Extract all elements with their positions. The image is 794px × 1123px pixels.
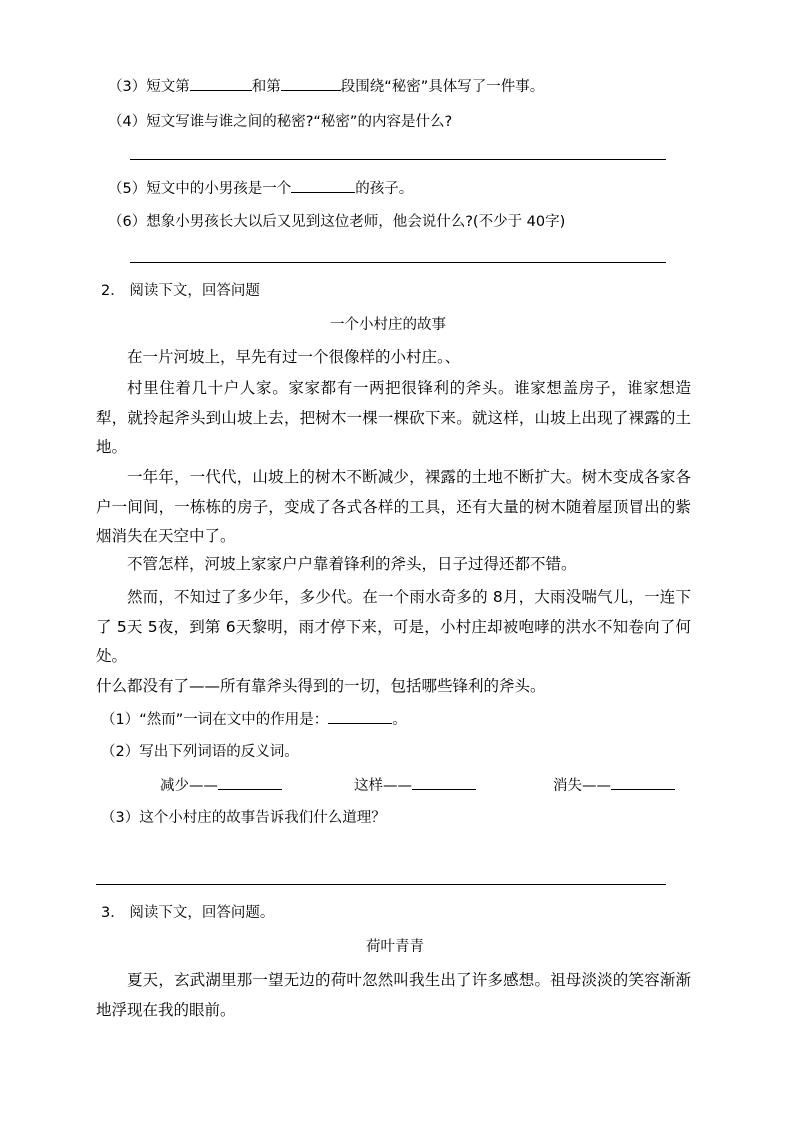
antonym-word: 消失—— [553,778,611,794]
question-text: 和第 [251,79,281,95]
passage-paragraph: 什么都没有了——所有靠斧头得到的一切，包括哪些锋利的斧头。 [96,677,546,695]
antonym-item [354,775,476,796]
question-2-1 [101,709,407,730]
question-text: 。 [392,712,407,728]
passage-paragraph: 夏天，玄武湖里那一望无边的荷叶忽然叫我生出了许多感想。祖母淡淡的笑容渐渐地浮现在我的眼前。 [96,971,691,1019]
passage-title: 荷叶青青 [366,939,424,955]
passage-paragraph: 村里住着几十户人家。家家都有一两把很锋利的斧头。谁家想盖房子，谁家想造犁，就拎起斧头到山坡上去，把树木一棵一棵砍下来。就这样，山坡上出现了裸露的土地。 [96,379,691,456]
section-3-heading: 3． 阅读下文，回答问题。 [101,905,275,921]
antonym-word: 减少—— [160,778,218,794]
question-text: 的孩子。 [355,181,414,197]
question-text: （3）短文第 [108,79,190,95]
answer-line[interactable] [130,262,666,263]
question-2-2: （2）写出下列词语的反义词。 [101,744,299,760]
question-text: （5）短文中的小男孩是一个 [108,181,292,197]
answer-blank[interactable] [611,775,675,790]
passage-paragraph: 然而，不知过了多少年，多少代。在一个雨水奇多的 8月，大雨没喘气儿，一连下了 5天 5夜，到第 6天黎明，雨才停下来，可是，小村庄却被咆哮的洪水不知卷向了何处。 [96,588,691,665]
answer-blank[interactable] [412,775,476,790]
question-2-3: （3）这个小村庄的故事告诉我们什么道理？ [101,810,386,826]
answer-blank[interactable] [190,76,252,91]
question-text: （1）“然而”一词在文中的作用是： [101,712,329,728]
passage-paragraph: 不管怎样，河坡上家家户户靠着锋利的斧头，日子过得还都不错。 [127,555,577,573]
passage-title: 一个小村庄的故事 [330,317,446,333]
answer-line[interactable] [130,159,666,160]
antonym-item [160,775,282,796]
answer-blank[interactable] [218,775,282,790]
section-2-heading: 2． 阅读下文，回答问题 [101,283,260,299]
question-1-5 [108,178,413,199]
question-1-6: （6）想象小男孩长大以后又见到这位老师，他会说什么?(不少于 40字) [108,214,566,230]
antonym-word: 这样—— [354,778,412,794]
question-text: 段围绕“秘密”具体写了一件事。 [340,79,545,95]
passage-paragraph: 在一片河坡上，早先有过一个很像样的小村庄。、 [127,348,461,366]
antonym-item [553,775,675,796]
answer-blank[interactable] [281,76,341,91]
question-1-4: （4）短文写谁与谁之间的秘密?“秘密”的内容是什么? [108,114,453,130]
passage-paragraph: 一年年，一代代，山坡上的树木不断减少，裸露的土地不断扩大。树木变成各家各户一间间，一栋栋的房子，变成了各式各样的工具，还有大量的树木随着屋顶冒出的紫烟消失在天空中了。 [96,468,691,545]
answer-blank[interactable] [328,709,392,724]
question-1-3 [108,76,544,97]
answer-line[interactable] [96,884,666,885]
answer-blank[interactable] [291,178,355,193]
